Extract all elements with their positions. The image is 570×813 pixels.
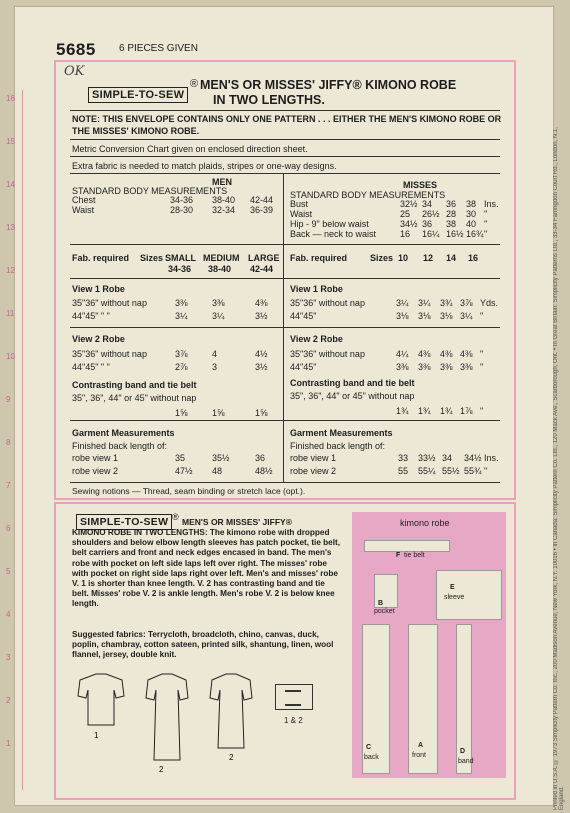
pieces-count: 6 PIECES GIVEN — [119, 43, 198, 54]
table-cell: 38-40 — [212, 195, 236, 205]
table-cell: 3⅛ — [396, 311, 409, 321]
divider — [70, 110, 500, 111]
table-cell: 16½ — [446, 229, 464, 239]
divider — [70, 156, 500, 157]
table-cell: MEDIUM — [203, 253, 240, 263]
table-cell: " — [484, 466, 488, 476]
table-cell: 36 — [255, 453, 266, 463]
diagram-title: kimono robe — [400, 518, 450, 528]
table-cell: 34 — [442, 453, 453, 463]
men-finished: Finished back length of: — [72, 441, 168, 451]
ruler-mark: 12 — [6, 266, 15, 275]
misses-band-line: 35", 36", 44" or 45" without nap — [290, 391, 415, 401]
table-cell: robe view 1 — [290, 453, 337, 463]
table-cell: Waist — [290, 209, 313, 219]
table-cell: " — [484, 229, 488, 239]
table-cell: " — [480, 311, 484, 321]
table-cell: LARGE — [248, 253, 280, 263]
table-cell: 3⅞ — [460, 298, 473, 308]
ruler-mark: 1 — [6, 739, 11, 748]
table-cell: Hip - 9" below waist — [290, 219, 369, 229]
ruler-mark: 6 — [6, 524, 11, 533]
table-cell: 1⅞ — [460, 406, 473, 416]
men-band: Contrasting band and tie belt — [72, 380, 197, 390]
table-cell: 40 — [466, 219, 477, 229]
piece-name: tie belt — [404, 552, 425, 559]
table-cell: 3 — [212, 362, 218, 372]
divider — [70, 420, 283, 421]
note-line-1: NOTE: THIS ENVELOPE CONTAINS ONLY ONE PATTERN . . . EITHER THE MEN'S KIMONO ROBE OR — [72, 114, 502, 124]
table-cell: 32½ — [400, 199, 418, 209]
brand-logo: SIMPLE-TO-SEW — [88, 87, 188, 103]
table-cell: 4¼ — [396, 349, 409, 359]
ruler-mark: 9 — [6, 395, 11, 404]
table-cell: 16 — [400, 229, 411, 239]
men-view1: View 1 Robe — [72, 284, 125, 294]
table-cell: 55¾ — [464, 466, 482, 476]
piece-name: front — [412, 752, 427, 759]
table-cell: 3¼ — [212, 311, 225, 321]
ruler-mark: 4 — [6, 610, 11, 619]
table-cell: " — [480, 406, 484, 416]
table-cell: " — [480, 362, 484, 372]
robe-view1-sketch — [78, 674, 124, 725]
view-num: 2 — [159, 765, 164, 774]
piece-label-a: A — [418, 742, 424, 749]
table-cell: 3⅜ — [396, 362, 409, 372]
ruler-mark: 10 — [6, 352, 15, 361]
page-title: MEN'S OR MISSES' JIFFY® KIMONO ROBE IN TWO LENGTHS. — [200, 78, 457, 107]
table-cell: 16 — [468, 253, 479, 263]
table-cell: 2⅞ — [175, 362, 188, 372]
misses-view2: View 2 Robe — [290, 334, 343, 344]
table-cell: 48 — [212, 466, 223, 476]
handwritten-note: OK — [64, 64, 85, 79]
view-num: 2 — [229, 753, 234, 762]
men-heading: MEN — [212, 177, 232, 187]
divider — [283, 420, 500, 421]
misses-std: STANDARD BODY MEASUREMENTS — [290, 190, 446, 200]
table-cell: Ins. — [484, 453, 499, 463]
metric-note: Metric Conversion Chart given on enclosed direction sheet. — [72, 144, 308, 154]
ruler-mark: 8 — [6, 438, 11, 447]
piece-back — [362, 624, 390, 774]
men-sizes-label: Sizes — [140, 253, 164, 263]
pattern-number: 5685 — [56, 40, 96, 59]
table-cell: 3½ — [255, 311, 268, 321]
misses-view1: View 1 Robe — [290, 284, 343, 294]
table-cell: 3¼ — [460, 311, 473, 321]
lower-title: MEN'S OR MISSES' JIFFY® — [182, 517, 292, 527]
table-cell: Bust — [290, 199, 309, 209]
extra-fabric-note: Extra fabric is needed to match plaids, stripes or one-way designs. — [72, 161, 337, 171]
piece-name: band — [458, 758, 474, 765]
table-cell: 4 — [212, 349, 218, 359]
table-cell: 42-44 — [250, 264, 274, 274]
column-divider — [283, 173, 284, 483]
pattern-pieces-label: 1 & 2 — [284, 716, 303, 725]
divider — [70, 327, 283, 328]
table-cell: 28-30 — [170, 205, 194, 215]
table-cell: 34½ — [464, 453, 482, 463]
divider — [283, 278, 500, 279]
table-cell: robe view 2 — [72, 466, 119, 476]
table-cell: 3¾ — [440, 298, 453, 308]
table-cell: 1¾ — [396, 406, 409, 416]
table-cell: Back — neck to waist — [290, 229, 377, 239]
view-sketches — [66, 670, 276, 780]
table-cell: 48½ — [255, 466, 273, 476]
table-cell: 3⅞ — [175, 349, 188, 359]
table-cell: 34-36 — [168, 264, 192, 274]
table-cell: 4⅜ — [418, 349, 431, 359]
table-cell: 35"36" without nap — [72, 349, 147, 359]
table-cell: Ins. — [484, 199, 499, 209]
men-fab-label: Fab. required — [72, 253, 130, 263]
table-cell: 26½ — [422, 209, 440, 219]
table-cell: 14 — [446, 253, 457, 263]
view-num: 1 — [94, 731, 99, 740]
piece-label-b: B — [378, 600, 384, 607]
ruler-mark: 11 — [6, 309, 15, 318]
misses-fab-label: Fab. required — [290, 253, 348, 263]
table-cell: 35"36" without nap — [290, 298, 365, 308]
divider — [70, 139, 500, 140]
ruler-mark: 16 — [6, 94, 15, 103]
table-cell: 3⅜ — [212, 298, 225, 308]
garment-description: KIMONO ROBE IN TWO LENGTHS: The kimono robe with dropped shoulders and below elbow length sleeves has patch pocket, tie belt, belt carriers and front and neck edges encased in band. The men's robe with pocket on left side laps left over right. The misses' robe with pocket on right side laps right over left. Men's and misses' robe V. 1 is shorter than knee length. V. 2 has contrasting band and tie belt. Misses' robe V. 2 is ankle length. Men's robe V. 2 is below knee length. — [72, 528, 340, 609]
table-cell: 35 — [175, 453, 186, 463]
sewing-notions: Sewing notions — Thread, seam binding or stretch lace (opt.). — [72, 486, 306, 496]
table-cell: Waist — [72, 205, 95, 215]
table-cell: 3½ — [255, 362, 268, 372]
table-cell: 3¼ — [396, 298, 409, 308]
table-cell: " — [484, 219, 488, 229]
table-cell: 28 — [446, 209, 457, 219]
piece-label-f: F — [396, 552, 401, 559]
table-cell: 3⅛ — [418, 311, 431, 321]
misses-finished: Finished back length of: — [290, 441, 386, 451]
suggested-fabrics: Suggested fabrics: Terrycloth, broadcloth, chino, canvas, duck, poplin, chambray, cotton sateen, printed silk, shantung, linen, wool flannel, jersey, double knit. — [72, 630, 334, 660]
ruler-mark: 15 — [6, 137, 15, 146]
table-cell: 55½ — [442, 466, 460, 476]
table-cell: 1⅝ — [175, 408, 188, 418]
table-cell: 3¼ — [175, 311, 188, 321]
table-cell: 33½ — [418, 453, 436, 463]
table-cell: 4⅜ — [460, 349, 473, 359]
table-cell: SMALL — [165, 253, 196, 263]
piece-label-e: E — [450, 584, 455, 591]
piece-tie-belt — [364, 540, 450, 552]
table-cell: 3⅜ — [175, 298, 188, 308]
table-cell: 25 — [400, 209, 411, 219]
table-cell: 30 — [466, 209, 477, 219]
note-line-2: THE MISSES' KIMONO ROBE. — [72, 126, 200, 136]
table-cell: 38 — [446, 219, 457, 229]
table-cell: 42-44 — [250, 195, 274, 205]
divider — [70, 482, 500, 483]
robe-view2-men-sketch — [146, 674, 188, 760]
table-cell: 44"45" " " — [72, 311, 110, 321]
table-cell: 3⅜ — [440, 362, 453, 372]
table-cell: 34 — [422, 199, 433, 209]
table-cell: " — [484, 209, 488, 219]
table-cell: 3⅜ — [418, 362, 431, 372]
men-std: STANDARD BODY MEASUREMENTS — [72, 186, 228, 196]
table-cell: Yds. — [480, 298, 499, 308]
table-cell: 34½ — [400, 219, 418, 229]
piece-name: back — [364, 754, 379, 761]
registered-mark: ® — [172, 512, 179, 522]
table-cell: 35"36" without nap — [72, 298, 147, 308]
divider — [70, 278, 283, 279]
table-cell: 16¼ — [422, 229, 440, 239]
piece-label-c: C — [366, 744, 372, 751]
table-cell: 10 — [398, 253, 409, 263]
table-cell: " — [480, 349, 484, 359]
ruler-mark: 7 — [6, 481, 11, 490]
table-cell: 1¾ — [440, 406, 453, 416]
ruler-mark: 3 — [6, 653, 11, 662]
table-cell: 4⅜ — [440, 349, 453, 359]
table-cell: 35"36" without nap — [290, 349, 365, 359]
table-cell: 4½ — [255, 349, 268, 359]
table-cell: 44"45" — [290, 311, 317, 321]
brand-logo-lower: SIMPLE-TO-SEW — [76, 514, 172, 530]
table-cell: 33 — [398, 453, 409, 463]
men-band-line: 35", 36", 44" or 45" without nap — [72, 393, 197, 403]
table-cell: robe view 1 — [72, 453, 119, 463]
men-garment: Garment Measurements — [72, 428, 175, 438]
men-view2: View 2 Robe — [72, 334, 125, 344]
table-cell: 1⅝ — [255, 408, 268, 418]
table-cell: 36 — [422, 219, 433, 229]
table-cell: 36 — [446, 199, 457, 209]
table-cell: 1⅝ — [212, 408, 225, 418]
divider — [70, 173, 500, 174]
divider — [70, 244, 283, 245]
table-cell: 3⅜ — [460, 362, 473, 372]
table-cell: 34-36 — [170, 195, 194, 205]
table-cell: 47½ — [175, 466, 193, 476]
misses-garment: Garment Measurements — [290, 428, 393, 438]
piece-label-d: D — [460, 748, 466, 755]
ruler-mark: 13 — [6, 223, 15, 232]
table-cell: 44"45" — [290, 362, 317, 372]
table-cell: Chest — [72, 195, 96, 205]
table-cell: 4⅜ — [255, 298, 268, 308]
table-cell: 32-34 — [212, 205, 236, 215]
table-cell: robe view 2 — [290, 466, 337, 476]
ruler-mark: 14 — [6, 180, 15, 189]
piece-name: sleeve — [444, 594, 465, 601]
table-cell: 12 — [423, 253, 434, 263]
pattern-pieces-icon — [275, 684, 313, 710]
misses-heading: MISSES — [403, 180, 438, 190]
table-cell: 16¾ — [466, 229, 484, 239]
misses-band: Contrasting band and tie belt — [290, 378, 415, 388]
divider — [283, 244, 500, 245]
table-cell: 55 — [398, 466, 409, 476]
table-cell: 1¾ — [418, 406, 431, 416]
robe-view2-misses-sketch — [210, 674, 252, 748]
pattern-layout-diagram — [352, 512, 506, 778]
table-cell: 36-39 — [250, 205, 274, 215]
misses-sizes-label: Sizes — [370, 253, 394, 263]
table-cell: 35½ — [212, 453, 230, 463]
divider — [283, 327, 500, 328]
piece-name: pocket — [374, 608, 395, 615]
table-cell: 38 — [466, 199, 477, 209]
table-cell: 3¼ — [418, 298, 431, 308]
ruler-mark: 2 — [6, 696, 11, 705]
registered-mark: ® — [190, 78, 199, 90]
table-cell: 38-40 — [208, 264, 232, 274]
table-cell: 44"45" " " — [72, 362, 110, 372]
table-cell: 3⅛ — [440, 311, 453, 321]
ruler-mark: 5 — [6, 567, 11, 576]
table-cell: 55¼ — [418, 466, 436, 476]
copyright-text: Printed in U.S.A. © 1973 Simplicity Pattern Co. Inc., 200 Madison Avenue, New York, N.Y. 10016 • In Canada: Simplicity Pattern Co. Ltd., 120 Mack Ave., Scarborough, Ont. • In Great Britain: Simplicity Patterns Ltd., 33-34 Farringdon Court Rd., London, N.1, England. — [553, 127, 565, 810]
inch-ruler — [2, 90, 23, 790]
